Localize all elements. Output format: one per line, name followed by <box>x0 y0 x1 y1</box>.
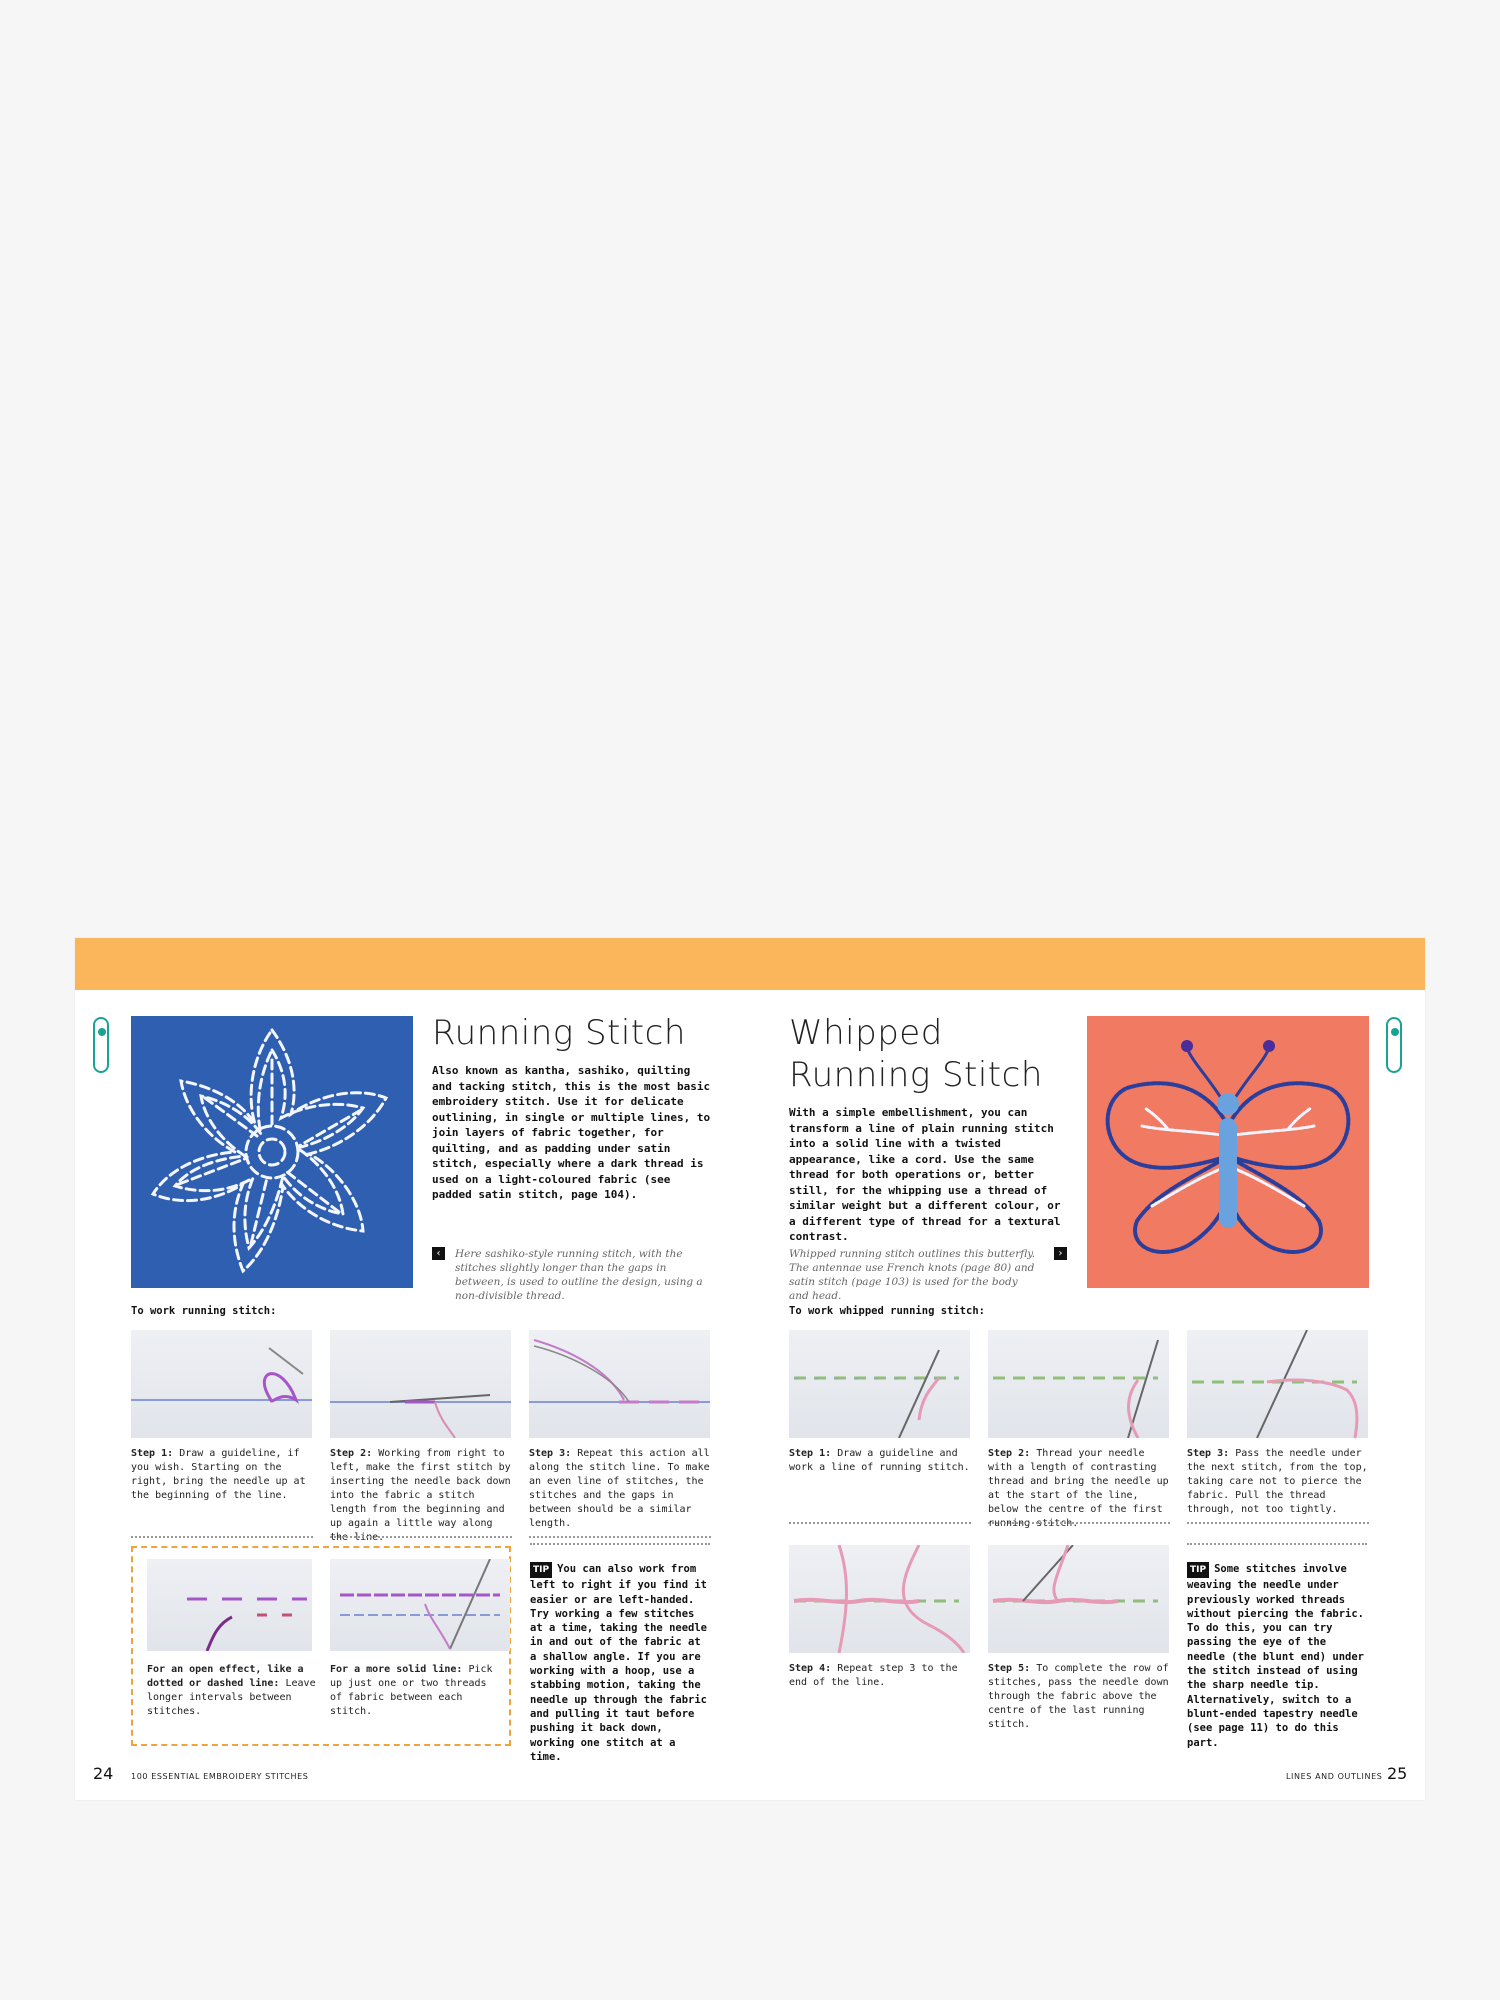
tip-text: You can also work from left to right if you find it easier or are left-handed. Try working a few stitches at a time, taking the needle in and out of the fabric at a shallow angle. If you are working with a hoop, use a stabbing motion, taking the needle up through the fabric and pulling it taut before pushing it back down, working one stitch at a time. <box>530 1563 708 1763</box>
header-band <box>75 938 1425 990</box>
divider <box>988 1522 1170 1524</box>
step-description: Thread your needle with a length of contrasting thread and bring the needle up at the start of the line, below the centre of the first running stitch. <box>988 1448 1169 1529</box>
caption-arrow-icon: ‹ <box>432 1247 445 1260</box>
step-1-text <box>131 1447 316 1503</box>
intro-text: With a simple embellishment, you can transform a line of plain running stitch into a solid line with a twisted appearance, like a cord. Use the same thread for both operations or, better still, for the whipping use a thread of similar weight but a different colour, or a different type of thread for a textural contrast. <box>789 1106 1061 1243</box>
step-3-text <box>529 1447 714 1531</box>
step-3-illustration <box>529 1330 710 1438</box>
step-label: Step 3: <box>1187 1448 1230 1459</box>
step-4-illustration <box>789 1545 970 1653</box>
caption-arrow-icon: › <box>1054 1247 1067 1260</box>
variation-photo <box>147 1559 312 1651</box>
tab-dot <box>1391 1028 1399 1036</box>
flower-embroidery-photo <box>131 1016 413 1288</box>
step-label: Step 2: <box>988 1448 1031 1459</box>
step-2-text <box>988 1447 1173 1531</box>
butterfly-embroidery-photo <box>1087 1016 1369 1288</box>
step-photo <box>789 1545 970 1653</box>
step-1-illustration <box>131 1330 312 1438</box>
book-spread <box>75 938 1425 1800</box>
page-number-right: 25 <box>1387 1764 1408 1783</box>
photo-caption: Here sashiko-style running stitch, with the stitches slightly longer than the gaps in between, is used to outline the design, using a non-divisible thread. <box>455 1248 703 1302</box>
page-title-line-2: Running Stitch <box>789 1055 1043 1095</box>
step-description: Draw a guideline, if you wish. Starting on the right, bring the needle up at the beginning of the line. <box>131 1448 306 1501</box>
step-photo <box>789 1330 970 1438</box>
variation-open-text <box>147 1663 317 1719</box>
tip-badge: TIP <box>530 1562 552 1578</box>
page-tab-left <box>93 1017 109 1073</box>
divider <box>1187 1543 1367 1545</box>
divider <box>330 1536 512 1538</box>
divider <box>1187 1522 1369 1524</box>
butterfly-embroidery-illustration <box>1087 1016 1369 1288</box>
step-2-illustration <box>330 1330 511 1438</box>
photo-caption: Whipped running stitch outlines this butterfly. The antennae use French knots (page 80) and satin stitch (page 103) is used for the body and head. <box>789 1248 1036 1302</box>
step-2-illustration <box>988 1330 1169 1438</box>
divider <box>530 1543 710 1545</box>
step-photo <box>988 1330 1169 1438</box>
step-3-text <box>1187 1447 1372 1517</box>
step-photo <box>330 1330 511 1438</box>
step-1-illustration <box>789 1330 970 1438</box>
variation-description: Pick up just one or two threads of fabric between each stitch. <box>330 1664 493 1717</box>
step-photo <box>131 1330 312 1438</box>
step-4-text <box>789 1662 974 1690</box>
tip-badge: TIP <box>1187 1562 1209 1578</box>
step-label: Step 2: <box>330 1448 373 1459</box>
intro-text: Also known as kantha, sashiko, quilting and tacking stitch, this is the most basic embroidery stitch. Use it for delicate outlining, in single or multiple lines, to join layers of fabric together, for quilting, and as padding under satin stitch, especially where a dark thread is used on a light-coloured fabric (see padded satin stitch, page 104). <box>432 1064 711 1201</box>
step-label: Step 1: <box>789 1448 832 1459</box>
variation-label: For an open effect, like a dotted or dashed line: <box>147 1664 304 1689</box>
step-1-text <box>789 1447 974 1475</box>
page-tab-right <box>1386 1017 1402 1073</box>
divider <box>131 1536 313 1538</box>
page-number-left: 24 <box>93 1764 114 1783</box>
step-photo <box>529 1330 710 1438</box>
how-to-label: To work whipped running stitch: <box>789 1305 985 1317</box>
variation-solid-text <box>330 1663 500 1719</box>
page-title: Running Stitch <box>432 1013 686 1053</box>
running-head-left: 100 ESSENTIAL EMBROIDERY STITCHES <box>131 1772 309 1781</box>
step-label: Step 5: <box>988 1663 1031 1674</box>
divider <box>789 1522 971 1524</box>
step-2-text <box>330 1447 515 1545</box>
step-5-text <box>988 1662 1173 1732</box>
step-photo <box>1187 1330 1368 1438</box>
step-5-illustration <box>988 1545 1169 1653</box>
step-label: Step 4: <box>789 1663 832 1674</box>
step-3-illustration <box>1187 1330 1368 1438</box>
divider <box>529 1536 711 1538</box>
step-description: To complete the row of stitches, pass the needle down through the fabric above the centre of the last running stitch. <box>988 1663 1169 1730</box>
step-description: Pass the needle under the next stitch, from the top, taking care not to pierce the fabric. Pull the thread through, not too tightly. <box>1187 1448 1368 1515</box>
step-description: Repeat this action all along the stitch line. To make an even line of stitches, the stitches and the gaps in between should be a similar length. <box>529 1448 710 1529</box>
flower-embroidery-illustration <box>131 1016 413 1288</box>
variation-photo <box>330 1559 510 1651</box>
tip-box <box>1187 1562 1367 1750</box>
variation-solid-illustration <box>330 1559 510 1651</box>
variation-label: For a more solid line: <box>330 1664 463 1675</box>
step-description: Draw a guideline and work a line of running stitch. <box>789 1448 970 1473</box>
variation-description: Leave longer intervals between stitches. <box>147 1678 316 1717</box>
tip-text: Some stitches involve weaving the needle under previously worked threads without piercing the fabric. To do this, you can try passing the eye of the needle (the blunt end) under the stitch instead of using the sharp needle tip. Alternatively, switch to a blunt-ended tapestry needle (see page 11) to do this part. <box>1187 1563 1365 1749</box>
step-description: Repeat step 3 to the end of the line. <box>789 1663 958 1688</box>
step-label: Step 3: <box>529 1448 572 1459</box>
tip-box <box>530 1562 710 1764</box>
step-photo <box>988 1545 1169 1653</box>
step-description: Working from right to left, make the first stitch by inserting the needle back down into the fabric a stitch length from the beginning and up again a little way along the line. <box>330 1448 511 1543</box>
tab-dot <box>98 1028 106 1036</box>
running-head-right: LINES AND OUTLINES <box>1286 1772 1383 1781</box>
page-title-line-1: Whipped <box>789 1013 943 1053</box>
how-to-label: To work running stitch: <box>131 1305 277 1317</box>
variation-dashed-illustration <box>147 1559 312 1651</box>
step-label: Step 1: <box>131 1448 174 1459</box>
